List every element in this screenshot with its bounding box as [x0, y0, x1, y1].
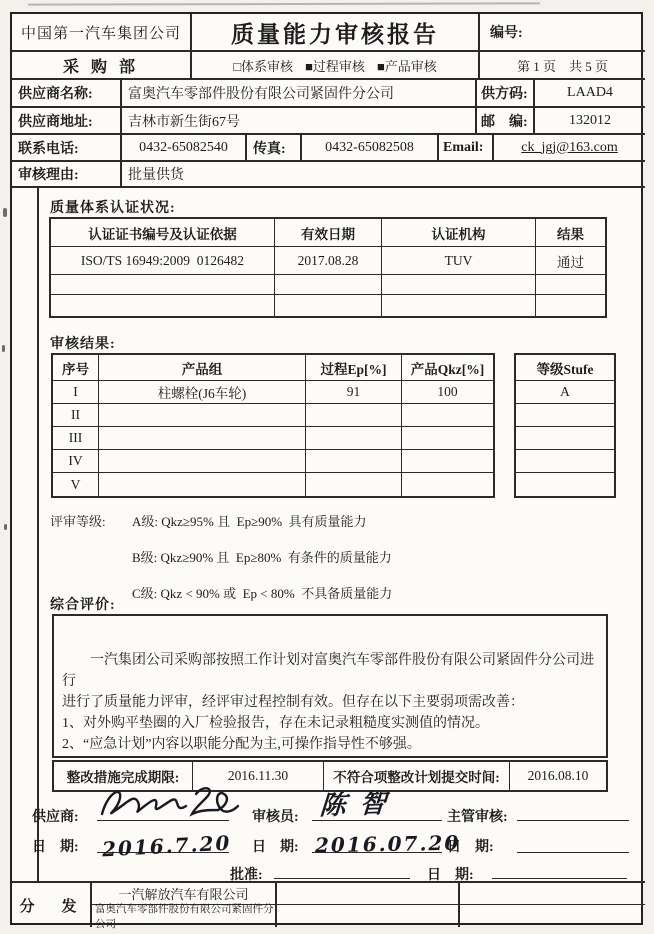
- org-name: [12, 14, 190, 52]
- auditor-date-label: [252, 836, 299, 856]
- cert-col-header: 认证证书编号及认证依据: [51, 219, 275, 247]
- cert-col-header: 有效日期: [275, 219, 382, 247]
- evaluation-box: [52, 614, 608, 758]
- supplier-address-label-text: 供应商地址:: [18, 114, 93, 130]
- distribution-label: [12, 883, 92, 927]
- supplier-code-text: LAAD4: [567, 85, 613, 100]
- fax-label: [247, 134, 302, 161]
- evaluation-section-title-text: 综合评价:: [50, 598, 116, 613]
- results-cell-seq: II: [53, 404, 99, 427]
- phone-text: 0432-65082540: [139, 139, 228, 155]
- grade-cell: [516, 404, 614, 427]
- email-label: [439, 134, 494, 161]
- chief-date-label: [447, 836, 494, 856]
- fax-value: [302, 134, 439, 161]
- results-cell-ep: 91: [306, 381, 402, 404]
- rectification-deadline-value: 2016.11.30: [193, 762, 324, 790]
- audit-type-process: [305, 56, 365, 75]
- phone-label-text: 联系电话:: [18, 141, 79, 157]
- cert-col-header: 认证机构: [382, 219, 536, 247]
- rectification-submit-value: 2016.08.10: [527, 768, 589, 783]
- cert-cell: [382, 295, 536, 316]
- zip-value: [535, 107, 645, 134]
- approve-line: [274, 878, 410, 879]
- cert-cell: [275, 275, 382, 295]
- supplier-name-value: [122, 79, 477, 107]
- grading-line-c-text: C级: Qkz < 90% 或 Ep < 80% 不具备质量能力: [132, 586, 393, 601]
- grade-col-header: 等级Stufe: [516, 355, 614, 381]
- org-name-text: 中国第一汽车集团公司: [20, 25, 181, 42]
- distribution-row-2: [92, 904, 277, 930]
- fax-label-text: 传真:: [253, 141, 286, 157]
- grading-line-c: [132, 583, 392, 602]
- results-cell-qkz: [402, 473, 493, 496]
- evaluation-section-title: [50, 594, 116, 614]
- results-col-header: 产品Qkz[%]: [402, 355, 493, 381]
- zip-label-text: 邮 编:: [481, 114, 528, 130]
- results-section-title: [50, 333, 116, 353]
- approve-date-label-text: 日 期:: [427, 868, 474, 883]
- supplier-date-handwritten: [101, 831, 231, 862]
- supplier-signature: [94, 780, 244, 824]
- cert-cell: ISO/TS 16949:2009 0126482: [51, 247, 275, 275]
- approve-label-text: 批准:: [230, 868, 263, 883]
- results-section-title-text: 审核结果:: [50, 337, 116, 352]
- inner-left-rule: [37, 187, 39, 881]
- results-cell-product: [99, 473, 306, 496]
- evaluation-line: 2、“应急计划”内容以职能分配为主,可操作指导性不够强。: [62, 737, 421, 752]
- report-title-text: 质量能力审核报告: [231, 21, 439, 47]
- results-cell-seq: IV: [53, 450, 99, 473]
- reason-value: [122, 161, 645, 187]
- cert-cell: [382, 275, 536, 295]
- approve-date-line: [492, 878, 627, 879]
- supplier-name-label: [12, 79, 122, 107]
- phone-label: [12, 134, 122, 161]
- cert-cell: [275, 295, 382, 316]
- checkbox-product-audit-icon: ■: [376, 58, 385, 74]
- auditor-signature-text: 陈智: [318, 788, 401, 822]
- supplier-date-label-text: 日 期:: [32, 840, 79, 855]
- phone-value: [122, 134, 247, 161]
- auditor-date-label-text: 日 期:: [252, 840, 299, 855]
- audit-report-page: [10, 12, 643, 930]
- auditor-date-text: 2016.07.20: [314, 830, 461, 858]
- cert-cell: 2017.08.28: [275, 247, 382, 275]
- report-number-label: [480, 14, 645, 52]
- page-indicator: [480, 52, 645, 78]
- certification-section-title: [50, 197, 176, 217]
- scan-artifact-topline: [28, 2, 540, 5]
- email-label-text: Email:: [443, 139, 484, 155]
- email-text: ck_jgj@163.com: [521, 139, 618, 155]
- supplier-code-value: [535, 79, 645, 107]
- zip-label: [477, 107, 535, 134]
- cert-cell: 通过: [536, 247, 605, 275]
- auditor-signature: [319, 783, 402, 823]
- report-title: [192, 14, 478, 52]
- supplier-address-label: [12, 107, 122, 134]
- scan-artifact-speck: [3, 208, 7, 217]
- results-col-header: 过程Ep[%]: [306, 355, 402, 381]
- grading-line-b: [132, 547, 392, 566]
- audit-type-product: [377, 56, 437, 75]
- results-cell-ep: [306, 473, 402, 496]
- rectification-submit-label: 不符合项整改计划提交时间:: [324, 762, 510, 790]
- certification-section-title-text: 质量体系认证状况:: [50, 201, 176, 216]
- audit-type-system-label: 体系审核: [241, 58, 294, 74]
- grading-line-a: [132, 511, 367, 530]
- supplier-sign-label-text: 供应商:: [32, 810, 79, 825]
- chief-sign-label: [447, 806, 508, 826]
- distribution-label-text: 分 发: [19, 898, 83, 915]
- supplier-address-text: 吉林市新生街67号: [128, 114, 240, 130]
- results-cell-ep: [306, 427, 402, 450]
- audit-type-row: [192, 52, 478, 78]
- results-table: [51, 353, 495, 498]
- distribution-col-4: [460, 883, 645, 927]
- results-cell-product: [99, 450, 306, 473]
- cert-cell: TUV: [382, 247, 536, 275]
- auditor-sign-label-text: 审核员:: [252, 810, 299, 825]
- audit-type-product-label: 产品审核: [384, 58, 437, 74]
- results-col-header: 产品组: [99, 355, 306, 381]
- results-cell-qkz: 100: [402, 381, 493, 404]
- scan-artifact-speck: [4, 524, 7, 530]
- supplier-code-label: [477, 79, 535, 107]
- report-number-label-text: 编号:: [490, 26, 523, 41]
- results-cell-product: [99, 404, 306, 427]
- auditor-date-handwritten: [315, 831, 461, 858]
- distribution-row-2-text: 富奥汽车零部件股份有限公司紧固件分公司: [95, 904, 274, 930]
- certification-table: [49, 217, 607, 318]
- reason-label: [12, 161, 122, 187]
- results-cell-product: [99, 427, 306, 450]
- scan-artifact-speck: [2, 345, 5, 352]
- results-cell-ep: [306, 404, 402, 427]
- chief-sign-label-text: 主管审核:: [447, 810, 508, 825]
- fax-text: 0432-65082508: [325, 139, 414, 155]
- grade-cell: [516, 473, 614, 496]
- results-cell-seq: I: [53, 381, 99, 404]
- chief-sign-line: [517, 820, 629, 821]
- cert-col-header: 结果: [536, 219, 605, 247]
- results-cell-ep: [306, 450, 402, 473]
- chief-date-line: [517, 852, 629, 853]
- results-cell-qkz: [402, 404, 493, 427]
- cert-cell: [536, 295, 605, 316]
- audit-type-process-label: 过程审核: [312, 58, 365, 74]
- reason-label-text: 审核理由:: [18, 168, 79, 183]
- rectification-deadline-label: 整改措施完成期限:: [54, 762, 193, 790]
- dept-name-text: 采 购 部: [62, 58, 139, 76]
- grade-table: [514, 353, 616, 498]
- chief-date-label-text: 日 期:: [447, 840, 494, 855]
- supplier-date-label: [32, 836, 79, 856]
- cert-cell: [536, 275, 605, 295]
- reason-text: 批量供货: [128, 168, 184, 183]
- grade-cell: [516, 427, 614, 450]
- audit-type-system: [233, 56, 293, 75]
- evaluation-line: 1、对外购平垫圈的入厂检验报告，存在未记录粗糙度实测值的情况。: [62, 716, 489, 731]
- checkbox-system-audit-icon: □: [233, 58, 242, 74]
- results-col-header: 序号: [53, 355, 99, 381]
- results-cell-product: 柱螺栓(J6车轮): [99, 381, 306, 404]
- grading-label-text: 评审等级:: [50, 514, 106, 529]
- supplier-date-text: 2016.7.20: [101, 830, 232, 862]
- dept-name: [12, 52, 190, 78]
- evaluation-line: 一汽集团公司采购部按照工作计划对富奥汽车零部件股份有限公司紧固件分公司进行: [62, 653, 594, 689]
- results-cell-qkz: [402, 427, 493, 450]
- grade-cell: [516, 450, 614, 473]
- checkbox-process-audit-icon: ■: [305, 58, 313, 74]
- supplier-address-value: [122, 107, 477, 134]
- results-cell-seq: V: [53, 473, 99, 496]
- results-cell-qkz: [402, 450, 493, 473]
- page-indicator-text: 第 1 页 共 5 页: [516, 58, 608, 74]
- cert-cell: [51, 275, 275, 295]
- auditor-sign-label: [252, 806, 299, 826]
- grade-cell: A: [516, 381, 614, 404]
- email-value: [494, 134, 645, 161]
- grading-line-a-text: A级: Qkz≥95% 且 Ep≥90% 具有质量能力: [132, 514, 367, 529]
- supplier-name-text: 富奥汽车零部件股份有限公司紧固件分公司: [128, 87, 394, 102]
- cert-cell: [51, 295, 275, 316]
- zip-text: 132012: [569, 112, 611, 128]
- distribution-row-1-text: 一汽解放汽车有限公司: [118, 887, 249, 902]
- supplier-sign-label: [32, 806, 79, 826]
- distribution-col-3: [277, 883, 460, 927]
- supplier-name-label-text: 供应商名称:: [18, 87, 93, 102]
- grading-line-b-text: B级: Qkz≥90% 且 Ep≥80% 有条件的质量能力: [132, 550, 392, 565]
- results-cell-seq: III: [53, 427, 99, 450]
- evaluation-line: 进行了质量能力评审，经评审过程控制有效。但存在以下主要弱项需改善：: [62, 695, 524, 710]
- supplier-code-label-text: 供方码:: [481, 87, 528, 102]
- grading-label: [50, 511, 106, 530]
- distribution-table: [12, 881, 645, 930]
